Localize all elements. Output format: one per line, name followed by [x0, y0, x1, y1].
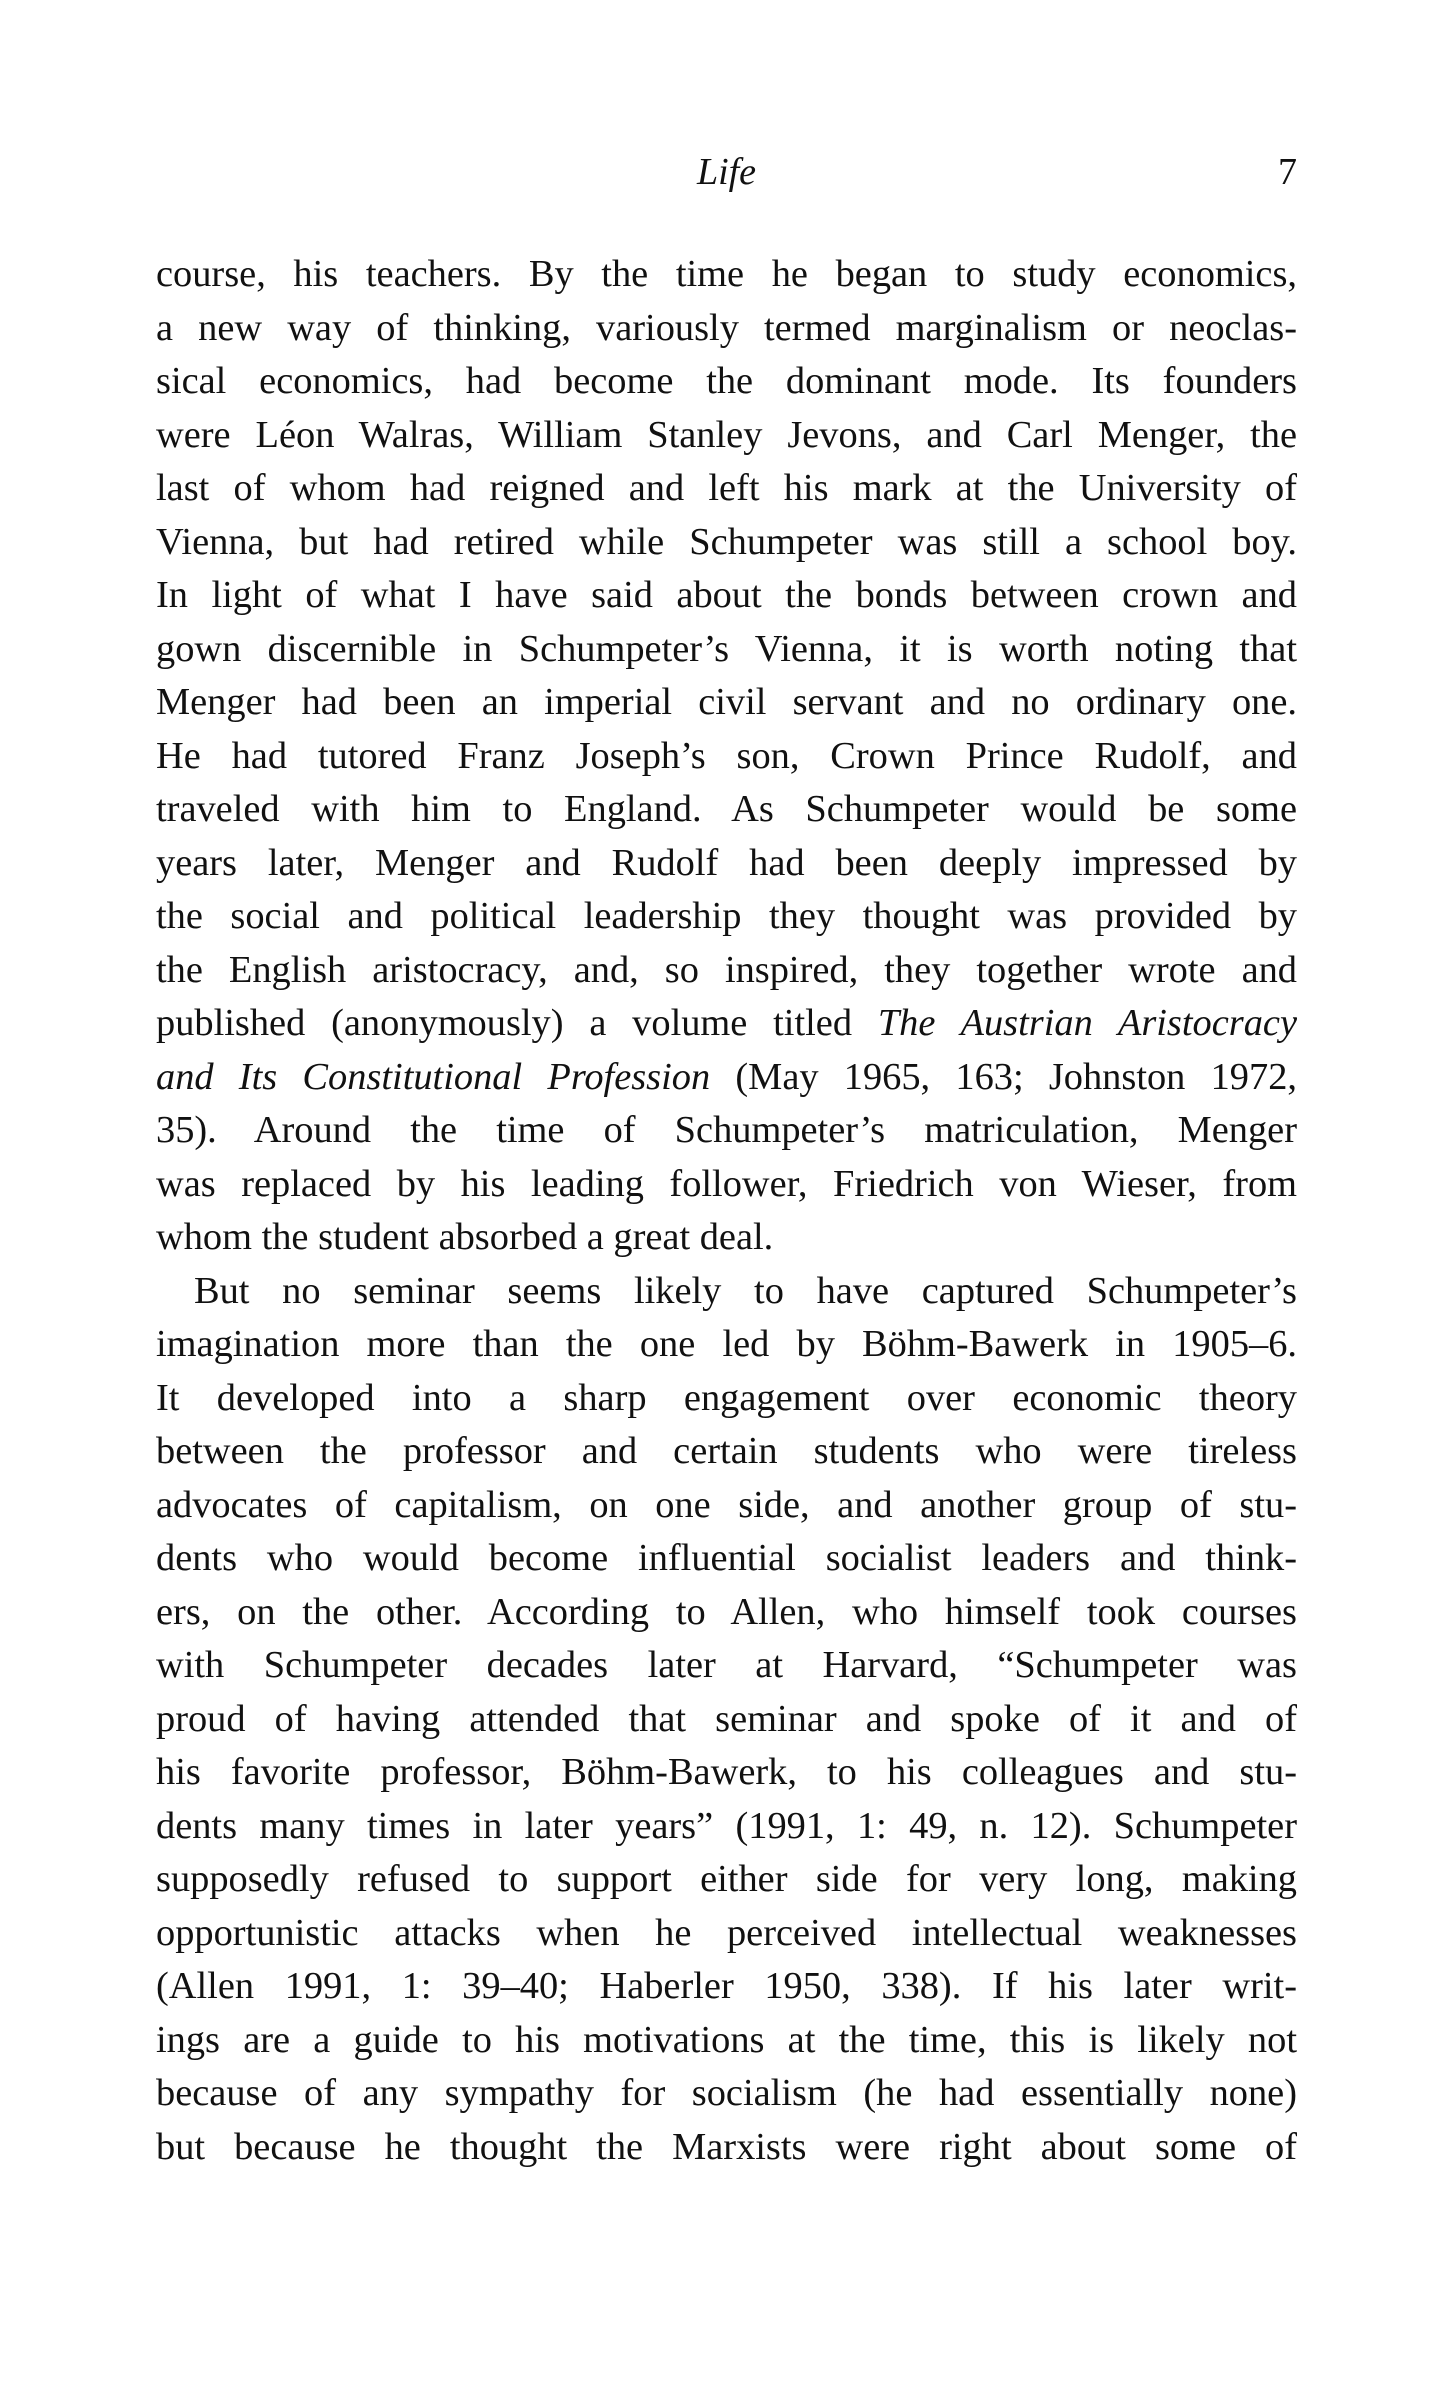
- text-run: the English aristocracy, and, so inspired, they together wrote and: [156, 948, 1297, 991]
- text-run: Menger had been an imperial civil servant and no ordinary one.: [156, 681, 1297, 723]
- text-line: [156, 890, 1297, 944]
- italic-title: The Austrian Aristocracy: [877, 1002, 1297, 1044]
- text-run: dents many times in later years” (1991, 1: 49, n. 12). Schumpeter: [156, 1804, 1297, 1847]
- text-line: [156, 1746, 1297, 1800]
- text-run: course, his teachers. By the time he began to study economics,: [156, 253, 1297, 295]
- text-line: [156, 1907, 1297, 1961]
- text-run: ers, on the other. According to Allen, who himself took courses: [156, 1590, 1297, 1633]
- paragraph: [156, 248, 1297, 1265]
- text-line: [156, 1158, 1297, 1212]
- text-line: [156, 409, 1297, 463]
- text-line: [156, 1960, 1297, 2014]
- text-line: [156, 1693, 1297, 1747]
- text-run: were Léon Walras, William Stanley Jevons, and Carl Menger, the: [156, 413, 1297, 456]
- text-run: imagination more than the one led by Böhm-Bawerk in 1905–6.: [156, 1323, 1297, 1365]
- text-line: [156, 944, 1297, 998]
- text-line: [156, 1318, 1297, 1372]
- text-run: traveled with him to England. As Schumpeter would be some: [156, 788, 1297, 830]
- paragraph: [156, 1265, 1297, 2175]
- text-line: [156, 2014, 1297, 2068]
- page-number: 7: [1278, 151, 1297, 193]
- text-line: [156, 783, 1297, 837]
- text-line: [156, 730, 1297, 784]
- body-text: [156, 248, 1297, 2174]
- text-run: 35). Around the time of Schumpeter’s matriculation, Menger: [156, 1109, 1297, 1151]
- text-run: because of any sympathy for socialism (he had essentially none): [156, 2072, 1297, 2114]
- text-line: [156, 676, 1297, 730]
- text-line: [156, 1104, 1297, 1158]
- text-line: [156, 997, 1297, 1051]
- text-run: It developed into a sharp engagement over economic theory: [156, 1376, 1297, 1419]
- text-run: a new way of thinking, variously termed marginalism or neoclas-: [156, 306, 1297, 349]
- text-run: was replaced by his leading follower, Friedrich von Wieser, from: [156, 1162, 1297, 1205]
- text-line: [156, 1639, 1297, 1693]
- text-line: [156, 2067, 1297, 2121]
- text-line: [156, 1372, 1297, 1426]
- text-run: (May 1965, 163; Johnston 1972,: [710, 1055, 1297, 1098]
- text-line: [156, 1425, 1297, 1479]
- text-line: [156, 569, 1297, 623]
- text-line: [156, 2121, 1297, 2175]
- text-run: with Schumpeter decades later at Harvard, “Schumpeter was: [156, 1644, 1297, 1686]
- text-line: [156, 302, 1297, 356]
- text-line: [156, 516, 1297, 570]
- text-run: last of whom had reigned and left his mark at the University of: [156, 467, 1297, 509]
- text-run: Vienna, but had retired while Schumpeter was still a school boy.: [156, 520, 1297, 563]
- text-run: gown discernible in Schumpeter’s Vienna, it is worth noting that: [156, 627, 1297, 670]
- text-run: the social and political leadership they thought was provided by: [156, 895, 1297, 937]
- text-line: [156, 1586, 1297, 1640]
- text-line: [156, 1800, 1297, 1854]
- text-line: [156, 1479, 1297, 1533]
- text-run: ings are a guide to his motivations at the time, this is likely not: [156, 2018, 1297, 2061]
- text-run: published (anonymously) a volume titled: [156, 1002, 878, 1044]
- text-line: [156, 1532, 1297, 1586]
- text-run: opportunistic attacks when he perceived intellectual weaknesses: [156, 1911, 1297, 1954]
- text-run: proud of having attended that seminar and spoke of it and of: [156, 1697, 1297, 1740]
- text-line: [156, 623, 1297, 677]
- text-run: years later, Menger and Rudolf had been deeply impressed by: [156, 841, 1297, 884]
- text-line: [156, 355, 1297, 409]
- text-line: [156, 1853, 1297, 1907]
- text-line: [156, 1265, 1297, 1319]
- text-run: In light of what I have said about the bonds between crown and: [156, 574, 1297, 616]
- text-run: between the professor and certain students who were tireless: [156, 1430, 1297, 1472]
- running-title: Life: [696, 151, 757, 193]
- text-run: sical economics, had become the dominant mode. Its founders: [156, 360, 1297, 402]
- text-run: He had tutored Franz Joseph’s son, Crown Prince Rudolf, and: [156, 734, 1297, 777]
- text-run: whom the student absorbed a great deal.: [156, 1216, 774, 1258]
- text-run: his favorite professor, Böhm-Bawerk, to his colleagues and stu-: [156, 1751, 1297, 1793]
- text-run: But no seminar seems likely to have captured Schumpeter’s: [194, 1269, 1297, 1312]
- text-run: advocates of capitalism, on one side, and another group of stu-: [156, 1483, 1297, 1526]
- text-line: [156, 837, 1297, 891]
- text-line: [156, 1051, 1297, 1105]
- running-head: [0, 142, 1453, 202]
- text-run: (Allen 1991, 1: 39–40; Haberler 1950, 338). If his later writ-: [156, 1965, 1297, 2007]
- text-run: dents who would become influential socialist leaders and think-: [156, 1537, 1297, 1579]
- italic-title: and Its Constitutional Profession: [156, 1055, 711, 1098]
- text-run: but because he thought the Marxists were right about some of: [156, 2125, 1297, 2168]
- text-line: [156, 462, 1297, 516]
- text-line: [156, 1211, 1297, 1265]
- text-run: supposedly refused to support either side for very long, making: [156, 1858, 1297, 1900]
- text-line: [156, 248, 1297, 302]
